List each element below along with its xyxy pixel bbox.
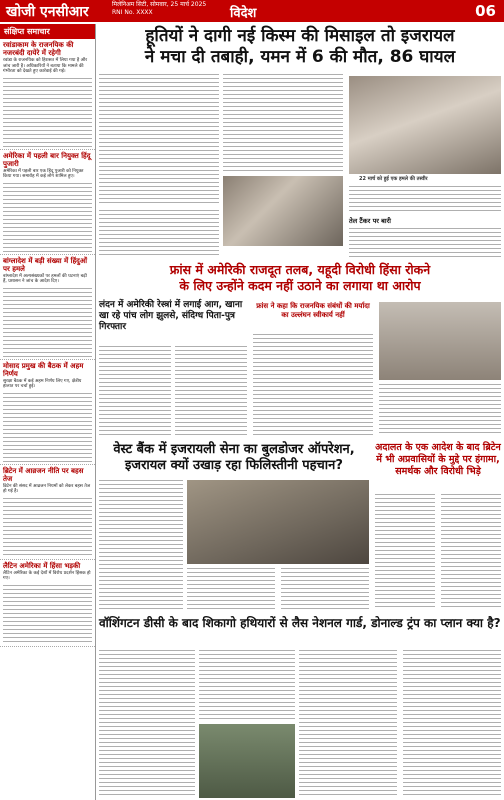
story4-body-col2	[199, 650, 295, 720]
top-story-body-col1	[99, 74, 219, 206]
story2-headline-line1: फ्रांस में अमेरिकी राजदूत तलब, यहूदी विरोधी हिंसा रोकने	[169, 262, 431, 277]
brief-item	[0, 467, 95, 560]
brief-text: सुरक्षा बैठक में कई अहम निर्णय लिए गए, क्षेत्रीय हालात पर चर्चा हुई।	[3, 378, 82, 389]
brief-text: ब्रिटेन की संसद में आव्रजन नियमों को लेकर बहस तेज हो गई है।	[3, 483, 91, 494]
story3-body-col1	[99, 480, 183, 610]
story3-body-col3	[281, 568, 369, 610]
story3-side-body-col1	[375, 494, 435, 610]
brief-title: लैटिन अमेरिका में हिंसा भड़की	[3, 561, 81, 570]
story3-photo	[187, 480, 369, 564]
brief-body-lines	[3, 498, 92, 558]
story3-side-body-col2	[441, 494, 501, 610]
story3-headline-line1: वेस्ट बैंक में इजरायली सेना का बुलडोजर ऑपरेशन,	[113, 442, 355, 457]
brief-body-lines	[3, 288, 92, 358]
edition-rni: RNI No. XXXX	[112, 9, 153, 16]
top-story-headline	[99, 26, 501, 68]
story3-headline-line2: इजरायल क्यों उखाड़ रहा फिलिस्तीनी पहचान?	[125, 458, 343, 473]
brief-body-lines	[3, 78, 92, 148]
main-content	[99, 24, 501, 800]
brief-text: अमेरिका में पहली बार एक हिंदू पुजारी को नियुक्त किया गया। समारोह में कई लोग शामिल हुए।	[3, 168, 84, 179]
story2-pull-quote: फ्रांस ने कहा कि राजनयिक संबंधों की मर्यादा का उल्लंघन स्वीकार्य नहीं	[256, 302, 370, 319]
story4-photo	[199, 724, 295, 798]
brief-item	[0, 257, 95, 360]
story2-body-col1	[253, 334, 373, 436]
story4-body-col4	[403, 650, 501, 798]
top-story-photo	[349, 76, 501, 174]
story2-headline	[99, 262, 501, 294]
brief-item	[0, 152, 95, 255]
top-story-body-col4	[349, 228, 501, 258]
brief-title: अमेरिका में पहली बार नियुक्त हिंदू पुजारी	[3, 151, 91, 168]
page-number: 06	[475, 2, 496, 20]
top-story-body-col3	[349, 186, 501, 214]
edition-date: मिलेनिअम सिटी, सोमवार, 25 मार्च 2025	[112, 1, 207, 8]
story3-body-col2	[187, 568, 275, 610]
brief-title: ब्रिटेन में आव्रजन नीति पर बहस तेज	[3, 466, 84, 483]
brief-text: रवांडा के राजनयिक को हिरासत में लिया गया है और जांच जारी है। अधिकारियों ने बताया कि मामले की गंभीरता को देखते हुए कार्रवाई की गई।	[3, 58, 88, 74]
story4-headline: वॉशिंगटन डीसी के बाद शिकागो हथियारों से लैस नेशनल गार्ड, डोनाल्ड ट्रंप का प्लान क्या है?	[99, 616, 501, 630]
masthead	[0, 0, 504, 22]
story4-body-col3	[299, 650, 397, 798]
brief-item	[0, 41, 95, 150]
top-story-photo-small	[223, 176, 343, 246]
story3-headline	[99, 442, 369, 474]
brief-title: रवांडाकाम के राजनयिक की नजरबंदी दायेरे में रहेगी	[3, 41, 74, 57]
edition-meta	[112, 1, 232, 17]
story2-photo	[379, 302, 501, 380]
brief-title: बांग्लादेश में बड़ी संख्या में हिंदुओं पर हमले	[3, 256, 88, 273]
story2-body-col2	[379, 384, 501, 436]
top-story-headline-line1: हूतियों ने दागी नई किस्म की मिसाइल तो इजरायल	[145, 26, 455, 46]
brief-body-lines	[3, 585, 92, 645]
brief-column-label: संक्षिप्त समाचार	[0, 24, 95, 39]
top-story-subhead: तेल टैंकर पर बारी	[349, 217, 391, 225]
top-story-headline-line2: ने मचा दी तबाही, यमन में 6 की मौत, 86 घायल	[144, 47, 456, 67]
brief-item	[0, 562, 95, 647]
brief-item	[0, 362, 95, 465]
story4-body-col1	[99, 650, 195, 798]
top-story-body-col5	[99, 210, 219, 258]
brief-body-lines	[3, 393, 92, 463]
top-story-photo-caption: 22 मार्च को हुई एक हमले की तस्वीर	[359, 176, 428, 182]
story2-headline-line2: के लिए उन्होंने कदम नहीं उठाने का लगाया था आरोप	[179, 278, 421, 293]
brief-text: लैटिन अमेरिका के कई देशों में विरोध प्रदर्शन हिंसक हो गए।	[3, 570, 91, 581]
brief-column	[0, 24, 96, 800]
story2-side-body-col2	[175, 346, 247, 436]
story2-side-headline: लंदन में अमेरिकी रेस्त्रां में लगाई आग, खाना खा रहे पांच लोग झुलसे, संदिग्ध पिता-पुत्र गिरफ्तार	[99, 300, 243, 332]
section-title: विदेश	[230, 6, 257, 21]
story3-side-headline: अदालत के एक आदेश के बाद ब्रिटेन में भी अप्रवासियों के मुद्दे पर हंगामा, समर्थक और विरोधी भिड़े	[375, 442, 501, 477]
brief-text: बांग्लादेश में अल्पसंख्यकों पर हमलों की घटनाएं बढ़ी हैं, प्रशासन ने जांच के आदेश दिए।	[3, 273, 87, 284]
story2-side-body-col1	[99, 346, 171, 436]
brief-body-lines	[3, 183, 92, 253]
newspaper-brand: खोजी एनसीआर	[6, 4, 89, 20]
top-story-body-col2	[223, 74, 343, 174]
brief-title: मोसाद प्रमुख की बैठक में अहम निर्णय	[3, 361, 84, 378]
